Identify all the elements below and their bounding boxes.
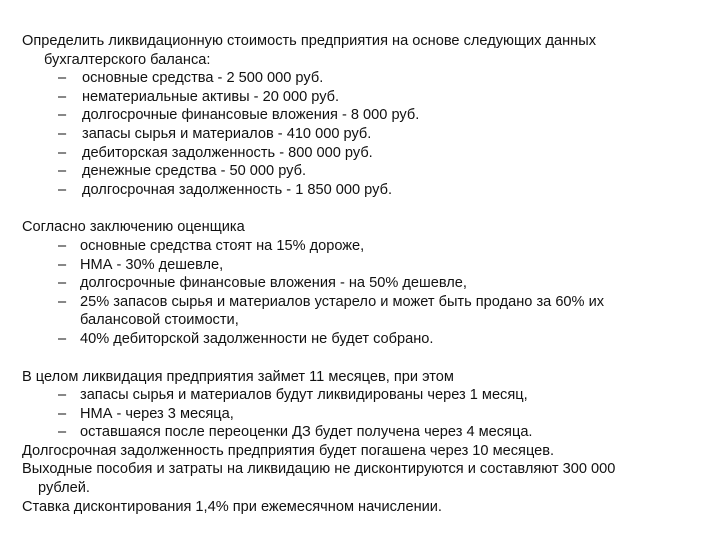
list-item: – нематериальные активы - 20 000 руб. bbox=[58, 88, 340, 105]
debt-repayment-text: Долгосрочная задолженность предприятия будет погашена через 10 месяцев. bbox=[22, 442, 555, 459]
spacer bbox=[22, 349, 702, 368]
balance-list bbox=[22, 69, 702, 199]
list-item: – запасы сырья и материалов - 410 000 руб. bbox=[58, 125, 372, 142]
list-item: – оставшаяся после переоценки ДЗ будет получена через 4 месяца. bbox=[58, 424, 533, 441]
list-item: – основные средства - 2 500 000 руб. bbox=[58, 70, 324, 87]
list-item: – 40% дебиторской задолженности не будет собрано. bbox=[58, 330, 434, 347]
list-item: – НМА - через 3 месяца, bbox=[58, 405, 234, 422]
appraiser-list bbox=[22, 237, 702, 349]
appraiser-heading: Согласно заключению оценщика bbox=[22, 219, 245, 236]
list-item: – дебиторская задолженность - 800 000 руб. bbox=[58, 144, 373, 161]
list-item: – НМА - 30% дешевле, bbox=[58, 256, 224, 273]
intro-line-1: Определить ликвидационную стоимость предприятия на основе следующих данных bbox=[22, 33, 597, 49]
list-item: – 25% запасов сырья и материалов устарело и может быть продано за 60% их балансовой стоимости, bbox=[58, 293, 605, 329]
list-item: – запасы сырья и материалов будут ликвидированы через 1 месяц, bbox=[58, 387, 528, 404]
list-item: – долгосрочные финансовые вложения - на 50% дешевле, bbox=[58, 275, 467, 292]
liquidation-list bbox=[22, 386, 702, 442]
list-item: – денежные средства - 50 000 руб. bbox=[58, 163, 307, 180]
discount-rate-text: Ставка дисконтирования 1,4% при ежемесячном начислении. bbox=[22, 498, 442, 515]
intro-paragraph bbox=[22, 32, 702, 69]
spacer bbox=[22, 199, 702, 218]
liquidation-heading: В целом ликвидация предприятия займет 11 месяцев, при этом bbox=[22, 368, 454, 385]
intro-line-2: бухгалтерского баланса: bbox=[44, 51, 211, 68]
list-item: – долгосрочная задолженность - 1 850 000 руб. bbox=[58, 181, 392, 198]
list-item: – основные средства стоят на 15% дороже, bbox=[58, 237, 365, 254]
task-document bbox=[22, 32, 702, 516]
list-item: – долгосрочные финансовые вложения - 8 000 руб. bbox=[58, 107, 420, 124]
severance-text: Выходные пособия и затраты на ликвидацию не дисконтируются и составляют 300 000 рублей. bbox=[22, 461, 616, 497]
